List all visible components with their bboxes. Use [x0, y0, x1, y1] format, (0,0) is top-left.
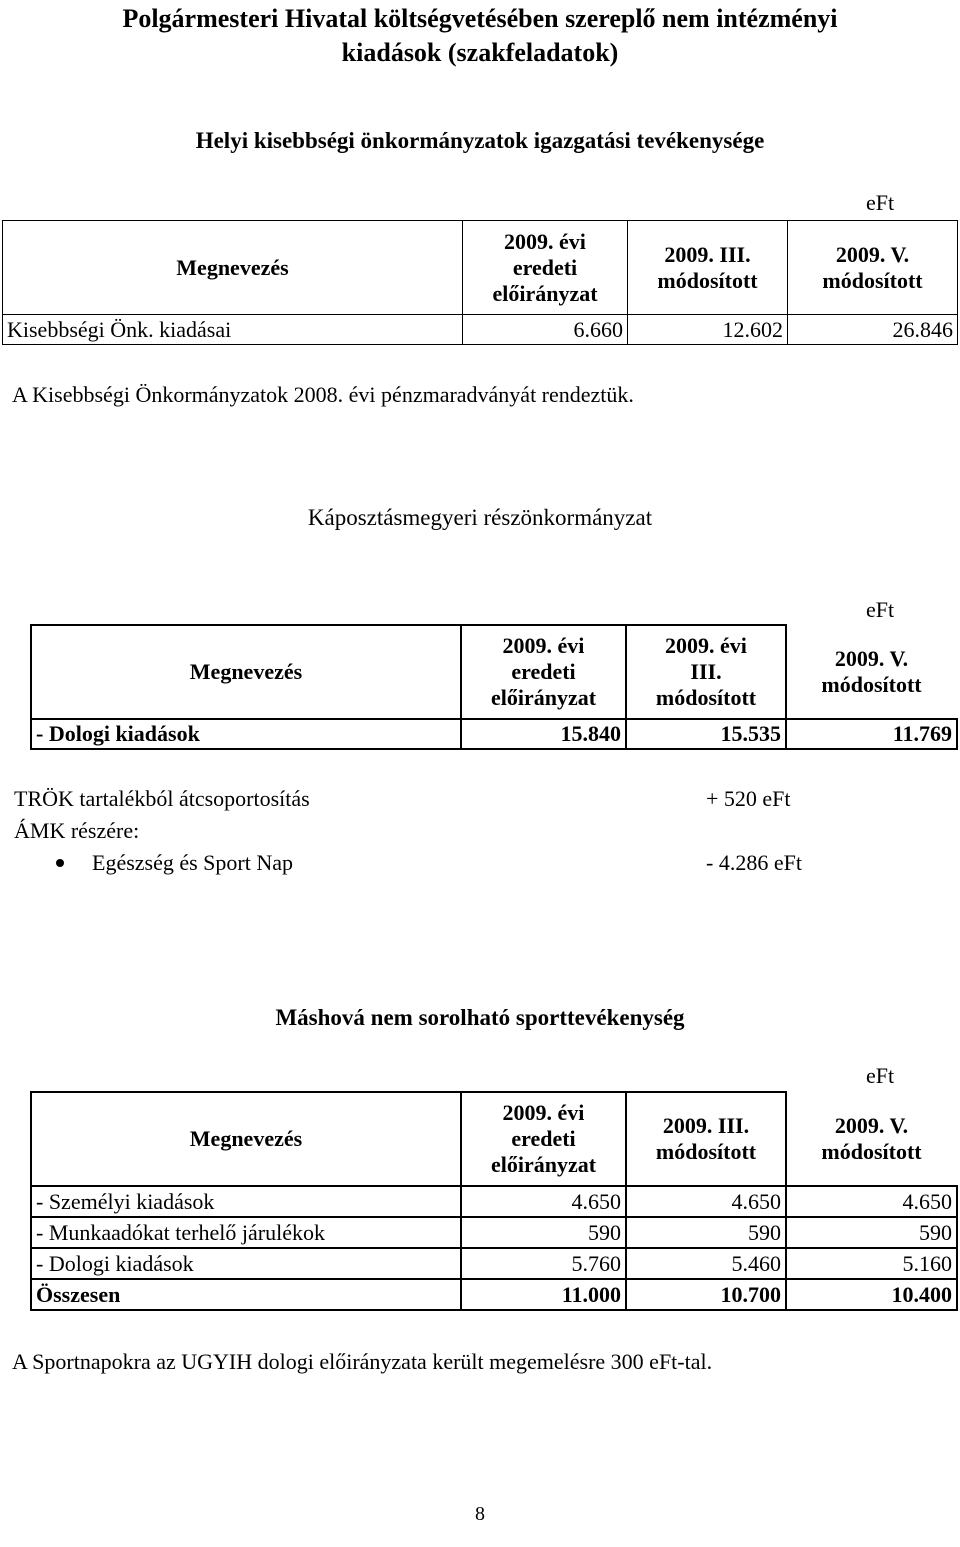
row-value-eredeti: 5.760: [461, 1248, 626, 1279]
total-value-eredeti: 11.000: [461, 1279, 626, 1310]
row-name: - Munkaadókat terhelő járulékok: [31, 1217, 461, 1248]
header-iii-modositott: [628, 221, 788, 315]
header-eredeti-eloiranyzat: [461, 1092, 626, 1186]
header-line: III.: [690, 659, 722, 684]
row-value-iii: 12.602: [628, 315, 788, 345]
header-line: eredeti: [511, 659, 576, 684]
row-value-eredeti: 590: [461, 1217, 626, 1248]
table-total-row: [31, 1279, 957, 1310]
header-eredeti-eloiranyzat: [463, 221, 628, 315]
row-value-v: 590: [786, 1217, 957, 1248]
header-line: előirányzat: [490, 1152, 597, 1177]
header-megnevezes: Megnevezés: [31, 625, 461, 719]
header-line: 2009. V.: [834, 1113, 909, 1138]
row-name: Kisebbségi Önk. kiadásai: [3, 315, 463, 345]
header-v-modositott: [786, 1092, 957, 1186]
header-line: módosított: [822, 267, 923, 293]
header-v-modositott: [788, 221, 958, 315]
table-row: [3, 315, 958, 345]
header-megnevezes: Megnevezés: [3, 221, 463, 315]
header-line: 2009. V.: [835, 241, 910, 267]
section1-unit-label: eFt: [866, 190, 895, 215]
header-line: módosított: [821, 672, 922, 697]
header-line: 2009. évi: [665, 633, 747, 658]
header-line: 2009. évi: [502, 633, 585, 658]
table-row: [31, 719, 957, 749]
header-line: előirányzat: [490, 685, 597, 710]
section1-note: A Kisebbségi Önkormányzatok 2008. évi pénzmaradványát rendeztük.: [12, 382, 634, 407]
row-value-v: 26.846: [788, 315, 958, 345]
section3-note: A Sportnapokra az UGYIH dologi előirányzata került megemelésre 300 eFt-tal.: [12, 1349, 713, 1374]
page-title-line-1: Polgármesteri Hivatal költségvetésében szereplő nem intézményi: [122, 4, 838, 33]
row-value-v: 4.650: [786, 1186, 957, 1217]
table-header-row: [3, 221, 958, 315]
page-title-line-2: kiadások (szakfeladatok): [341, 38, 619, 67]
section3-heading: Máshová nem sorolható sporttevékenység: [275, 1005, 685, 1030]
bullet-item-value: - 4.286 eFt: [706, 850, 802, 875]
row-value-eredeti: 6.660: [463, 315, 628, 345]
table-header-row: [31, 625, 957, 719]
header-line: előirányzat: [492, 280, 598, 306]
total-value-iii: 10.700: [626, 1279, 786, 1310]
row-value-eredeti: 4.650: [461, 1186, 626, 1217]
total-value-v: 10.400: [786, 1279, 957, 1310]
table-row: [31, 1217, 957, 1248]
table-row: [31, 1248, 957, 1279]
page-title: [0, 2, 960, 70]
row-value-iii: 15.535: [626, 719, 786, 749]
row-value-iii: 590: [626, 1217, 786, 1248]
section2-heading: Káposztásmegyeri részönkormányzat: [307, 505, 653, 530]
section2-unit-label: eFt: [866, 597, 895, 622]
header-iii-modositott: [626, 625, 786, 719]
header-eredeti-eloiranyzat: [461, 625, 626, 719]
header-line: 2009. V.: [834, 646, 909, 671]
header-line: módosított: [657, 267, 758, 293]
recipient-label: ÁMK részére:: [14, 818, 140, 843]
header-line: módosított: [655, 1139, 757, 1164]
transfer-value: + 520 eFt: [706, 786, 791, 811]
header-line: eredeti: [511, 1126, 576, 1151]
row-value-v: 5.160: [786, 1248, 957, 1279]
table-header-row: [31, 1092, 957, 1186]
header-line: 2009. évi: [504, 228, 586, 254]
table-row: [31, 1186, 957, 1217]
header-line: módosított: [821, 1139, 922, 1164]
row-name: - Személyi kiadások: [31, 1186, 461, 1217]
row-value-v: 11.769: [786, 719, 957, 749]
bullet-icon: [56, 859, 64, 867]
row-value-iii: 5.460: [626, 1248, 786, 1279]
header-iii-modositott: [626, 1092, 786, 1186]
header-line: módosított: [655, 685, 757, 710]
section1-table: [2, 220, 958, 345]
total-name: Összesen: [31, 1279, 461, 1310]
section2-table: [30, 624, 958, 750]
bullet-item-label: Egészség és Sport Nap: [92, 850, 294, 875]
header-line: 2009. III.: [664, 241, 751, 267]
row-value-eredeti: 15.840: [461, 719, 626, 749]
row-name: - Dologi kiadások: [31, 719, 461, 749]
section3-table: [30, 1091, 958, 1311]
header-line: 2009. III.: [662, 1113, 750, 1138]
header-line: eredeti: [512, 254, 578, 280]
section1-heading: Helyi kisebbségi önkormányzatok igazgatási tevékenysége: [195, 128, 765, 153]
transfer-label: TRÖK tartalékból átcsoportosítás: [14, 786, 310, 811]
header-v-modositott: [786, 625, 957, 719]
row-value-iii: 4.650: [626, 1186, 786, 1217]
header-line: 2009. évi: [502, 1100, 585, 1125]
page-number: 8: [475, 1503, 485, 1525]
row-name: - Dologi kiadások: [31, 1248, 461, 1279]
header-megnevezes: Megnevezés: [31, 1092, 461, 1186]
section3-unit-label: eFt: [866, 1063, 895, 1088]
